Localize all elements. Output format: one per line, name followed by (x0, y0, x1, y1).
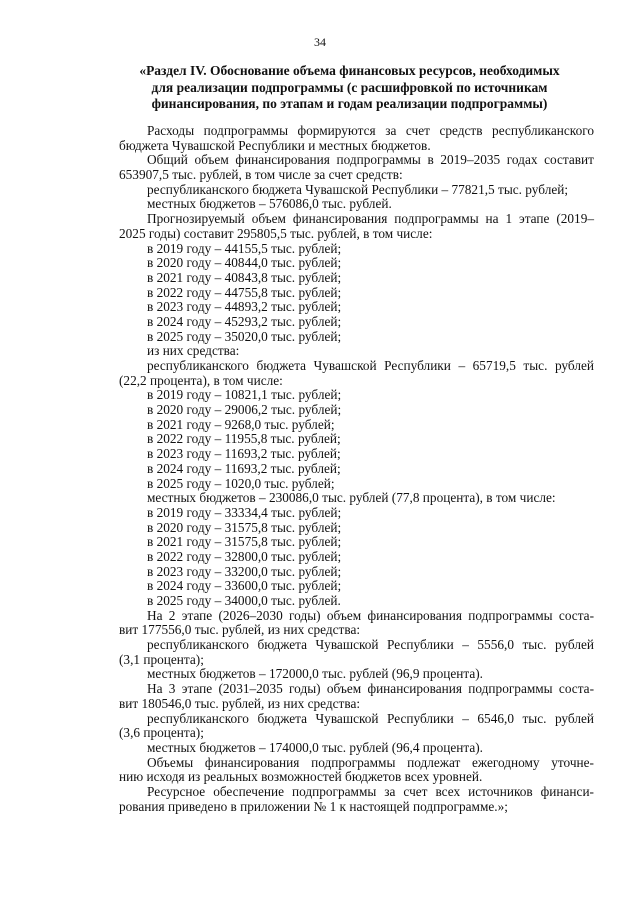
text-line: в 2022 году – 32800,0 тыс. рублей; (147, 548, 342, 564)
text-line: в 2024 году – 11693,2 тыс. рублей; (147, 460, 341, 476)
text-line: в 2025 году – 34000,0 тыс. рублей. (147, 593, 341, 608)
text-line: республиканского бюджета Чувашской Республики – 6546,0 тыс. рублей (147, 710, 594, 726)
text-line: в 2020 году – 40844,0 тыс. рублей; (147, 255, 342, 271)
text-line: вит 180546,0 тыс. рублей, из них средства: (119, 695, 361, 711)
text-line: в 2020 году – 31575,8 тыс. рублей; (147, 519, 342, 535)
text-line: Объемы финансирования подпрограммы подлежат ежегодному уточне- (147, 754, 594, 770)
text-line: в 2022 году – 44755,8 тыс. рублей; (147, 284, 342, 300)
text-line: в 2023 году – 33200,0 тыс. рублей; (147, 563, 342, 579)
text-line: Расходы подпрограммы формируются за счет средств республиканского (147, 123, 594, 138)
page-number: 34 (314, 35, 326, 49)
text-line: в 2019 году – 33334,4 тыс. рублей; (147, 504, 342, 520)
text-line: Ресурсное обеспечение подпрограммы за счет всех источников финанси- (147, 783, 594, 799)
text-line: в 2021 году – 40843,8 тыс. рублей; (147, 269, 342, 285)
text-line: (3,6 процента); (119, 725, 204, 741)
text-line: На 2 этапе (2026–2030 годы) объем финансирования подпрограммы соста- (147, 607, 594, 623)
text-line: вит 177556,0 тыс. рублей, из них средства: (119, 622, 361, 638)
section-heading-line: «Раздел IV. Обоснование объема финансовых ресурсов, необходимых (139, 63, 560, 78)
text-line: в 2025 году – 35020,0 тыс. рублей; (147, 328, 342, 344)
text-line: в 2022 году – 11955,8 тыс. рублей; (147, 431, 341, 447)
text-line: местных бюджетов – 172000,0 тыс. рублей (96,9 процента). (147, 666, 483, 682)
section-heading-line: для реализации подпрограммы (с расшифровкой по источникам (151, 79, 548, 95)
text-line: рования приведено в приложении № 1 к настоящей подпрограмме.»; (119, 798, 508, 814)
text-line: (22,2 процента), в том числе: (119, 372, 283, 388)
text-line: местных бюджетов – 230086,0 тыс. рублей (77,8 процента), в том числе: (147, 490, 556, 506)
text-line: Общий объем финансирования подпрограммы в 2019–2035 годах составит (147, 152, 594, 168)
text-line: в 2023 году – 44893,2 тыс. рублей; (147, 299, 342, 315)
text-line: в 2025 году – 1020,0 тыс. рублей; (147, 475, 335, 491)
text-line: бюджета Чувашской Республики и местных бюджетов. (119, 137, 431, 153)
text-line: в 2021 году – 9268,0 тыс. рублей; (147, 416, 335, 432)
text-line: 2025 годы) составит 295805,5 тыс. рублей, в том числе: (119, 225, 433, 241)
text-line: Прогнозируемый объем финансирования подпрограммы на 1 этапе (2019– (147, 211, 594, 227)
body-text (119, 124, 594, 814)
text-line: местных бюджетов – 576086,0 тыс. рублей. (147, 196, 392, 212)
section-heading (112, 63, 587, 113)
text-line: республиканского бюджета Чувашской Республики – 77821,5 тыс. рублей; (147, 181, 569, 197)
text-line: местных бюджетов – 174000,0 тыс. рублей (96,4 процента). (147, 739, 483, 755)
text-line: (3,1 процента); (119, 651, 204, 667)
text-line: республиканского бюджета Чувашской Республики – 5556,0 тыс. рублей (147, 637, 594, 653)
text-line: в 2019 году – 10821,1 тыс. рублей; (147, 387, 342, 403)
text-line: в 2024 году – 45293,2 тыс. рублей; (147, 313, 342, 329)
text-line: в 2021 году – 31575,8 тыс. рублей; (147, 534, 342, 550)
text-line: в 2024 году – 33600,0 тыс. рублей; (147, 578, 342, 594)
text-line: в 2023 году – 11693,2 тыс. рублей; (147, 446, 341, 462)
text-line: На 3 этапе (2031–2035 годы) объем финансирования подпрограммы соста- (147, 681, 594, 697)
text-line: в 2019 году – 44155,5 тыс. рублей; (147, 240, 342, 256)
text-line: из них средства: (147, 343, 240, 359)
text-line: в 2020 году – 29006,2 тыс. рублей; (147, 402, 342, 418)
section-heading-line: финансирования, по этапам и годам реализации подпрограммы) (151, 96, 548, 111)
text-line: республиканского бюджета Чувашской Республики – 65719,5 тыс. рублей (147, 358, 594, 373)
text-line: 653907,5 тыс. рублей, в том числе за счет средств: (119, 167, 403, 183)
text-line: нию исходя из реальных возможностей бюджетов всех уровней. (119, 769, 483, 785)
